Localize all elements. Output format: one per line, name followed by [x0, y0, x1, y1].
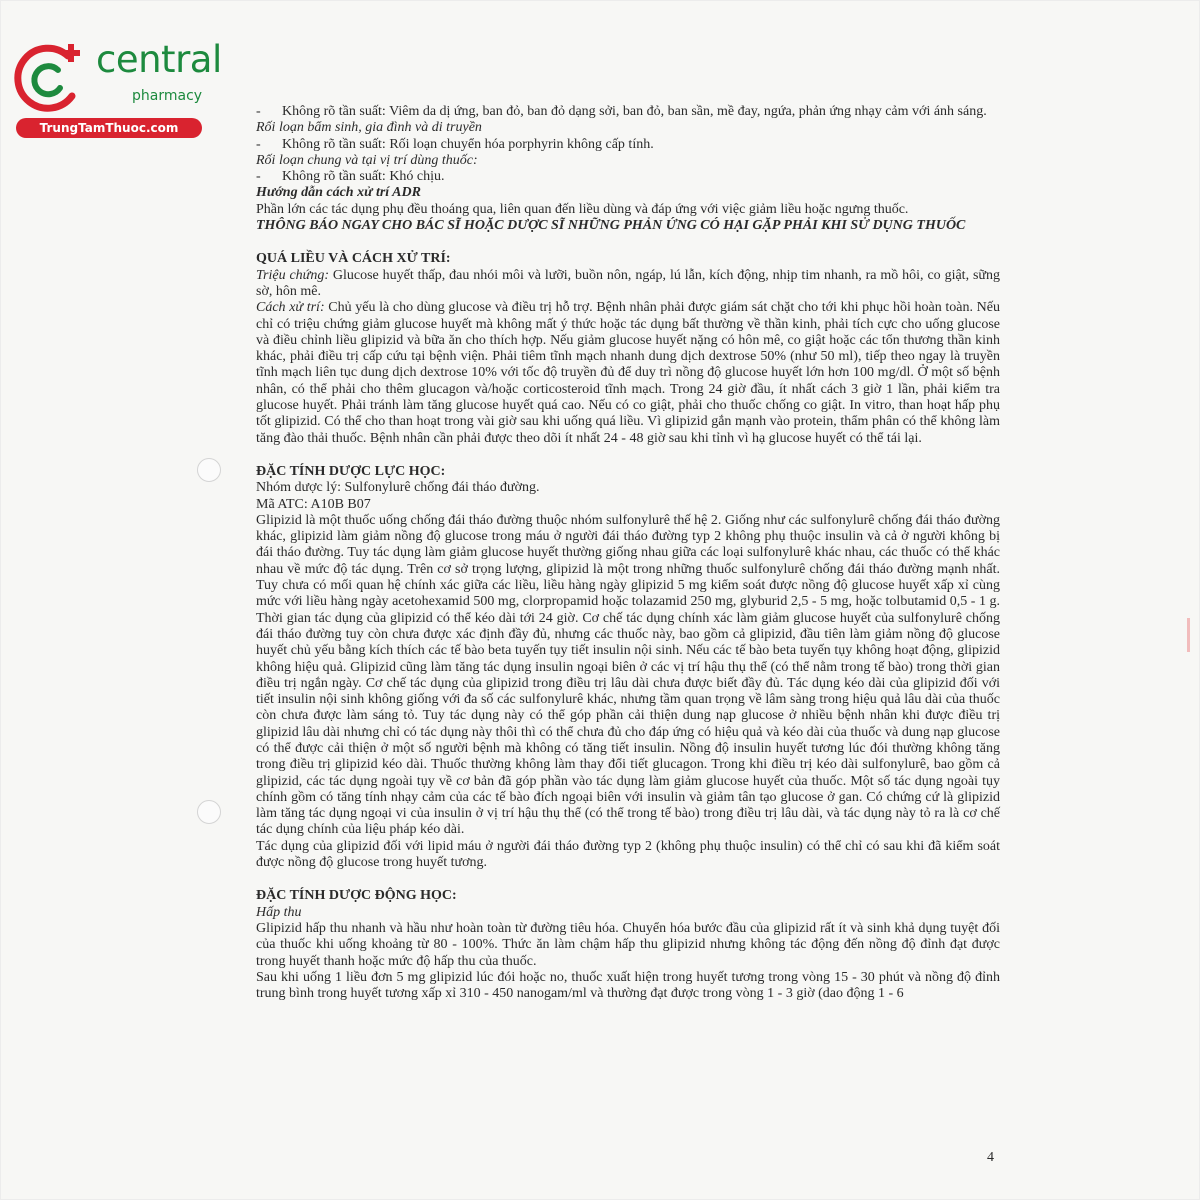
pharmacokinetics-heading: ĐẶC TÍNH DƯỢC ĐỘNG HỌC:: [256, 888, 457, 904]
brand-subtitle: pharmacy: [132, 88, 203, 104]
atc-code: Mã ATC: A10B B07: [256, 496, 371, 512]
adr-item-porphyria: - Không rõ tần suất: Rối loạn chuyển hóa porphyrin không cấp tính.: [256, 137, 1000, 153]
single-dose-paragraph: Sau khi uống 1 liều đơn 5 mg glipizid lúc đói hoặc no, thuốc xuất hiện trong huyết tương trong vòng 15 - 30 phút và nồng độ đỉnh trung bình trong huyết tương xấp xỉ 310 - 450 nanogam/ml và thường đạt được trong vòng 1 - 3 giờ (dao động 1 - 6: [256, 969, 1000, 1002]
overdose-heading: QUÁ LIỀU VÀ CÁCH XỬ TRÍ:: [256, 251, 451, 267]
central-pharmacy-logo[interactable]: [10, 38, 222, 138]
punch-hole: [197, 800, 221, 824]
report-warning-heading: THÔNG BÁO NGAY CHO BÁC SĨ HOẶC DƯỢC SĨ NHỮNG PHẢN ỨNG CÓ HẠI GẶP PHẢI KHI SỬ DỤNG THUỐC: [256, 218, 966, 234]
symptoms-label: Triệu chứng:: [256, 267, 329, 283]
absorption-paragraph: Glipizid hấp thu nhanh và hầu như hoàn toàn từ đường tiêu hóa. Chuyển hóa bước đầu của glipizid rất ít và sinh khả dụng tuyệt đối của thuốc khi uống khoảng từ 80 - 100%. Thức ăn làm chậm hấp thu glipizid nhưng không tác động đến nồng độ đỉnh đạt được trong huyết thanh hoặc mức độ hấp thu của thuốc.: [256, 920, 1000, 969]
overdose-treatment: [256, 300, 1000, 447]
punch-hole: [197, 458, 221, 482]
pharmacodynamics-heading: ĐẶC TÍNH DƯỢC LỰC HỌC:: [256, 463, 446, 479]
treatment-text: Chủ yếu là cho dùng glucose và điều trị hỗ trợ. Bệnh nhân phải được giám sát chặt cho tới khi phục hồi hoàn toàn. Nếu chỉ có triệu chứng giảm glucose huyết mà không mất ý thức hoặc tác dụng bất thường về thần kinh, phải tích cực cho uống glucose và điều chỉnh liều glipizid và bữa ăn cho thích hợp. Nếu giảm glucose huyết nặng có hôn mê, co giật hoặc các tổn thương thần kinh khác, phải điều trị cấp cứu tại bệnh viện. Phải tiêm tĩnh mạch nhanh dung dịch dextrose 50% (như 50 ml), tiếp theo ngay là truyền tĩnh mạch liên tục dung dịch dextrose 10% với tốc độ truyền đủ để duy trì nồng độ glucose huyết lớn hơn 100 mg/dl. Ở một số bệnh nhân, có thể phải cho thêm glucagon và/hoặc corticosteroid tĩnh mạch. Trong 24 giờ đầu, ít nhất cách 3 giờ 1 lần, phải kiểm tra glucose huyết. Phải tránh làm tăng glucose huyết quá cao. Nếu có co giật, phải cho thuốc chống co giật. In vitro, than hoạt hấp phụ tốt glipizid. Có thể cho than hoạt trong vài giờ sau khi uống quá liều. Vì glipizid gắn mạnh vào protein, thẩm phân có thể không làm tăng đào thải thuốc. Bệnh nhân cần phải được theo dõi ít nhất 24 - 48 giờ sau khi tỉnh vì hạ glucose huyết có thể tái lại.: [256, 300, 1000, 446]
absorption-subheading: Hấp thu: [256, 904, 302, 920]
brand-url-badge[interactable]: TrungTamThuoc.com: [16, 118, 202, 138]
adr-item-skin: - Không rõ tần suất: Viêm da dị ứng, ban đỏ, ban đỏ dạng sởi, ban đỏ, ban sần, mề đay, ngứa, phản ứng nhạy cảm với ánh sáng.: [256, 104, 1000, 120]
scan-mark: [1187, 618, 1190, 652]
pharmacodynamics-lipid-paragraph: Tác dụng của glipizid đối với lipid máu ở người đái tháo đường typ 2 (không phụ thuộc insulin) có thể chỉ có sau khi đã kiểm soát được nồng độ glucose trong huyết tương.: [256, 838, 1000, 871]
document-body: [256, 104, 1000, 1002]
page-number: 4: [987, 1150, 994, 1165]
pharmacologic-group: Nhóm dược lý: Sulfonylurê chống đái tháo đường.: [256, 480, 540, 496]
pharmacy-cross-logo-icon: [10, 38, 90, 118]
adr-guide-text: Phần lớn các tác dụng phụ đều thoáng qua, liên quan đến liều dùng và đáp ứng với việc giảm liều hoặc ngưng thuốc.: [256, 201, 909, 217]
overdose-symptoms: [256, 268, 1000, 301]
brand-name: central: [96, 38, 222, 81]
pharmacodynamics-paragraph: Glipizid là một thuốc uống chống đái tháo đường thuộc nhóm sulfonylurê thế hệ 2. Giống như các sulfonylurê chống đái tháo đường khác, glipizid làm giảm nồng độ glucose trong máu ở người đái tháo đường typ 2 không phụ thuộc insulin và cả ở người không bị đái tháo đường. Tuy tác dụng làm giảm glucose huyết thường giống nhau giữa các loại sulfonylurê khác nhau, các thuốc có thể khác nhau về mức độ tác dụng. Trên cơ sở trọng lượng, glipizid là một trong những thuốc sulfonylurê chống đái tháo đường mạnh nhất. Tuy chưa có mối quan hệ chính xác giữa các liều, liều hàng ngày glipizid 5 mg kiểm soát được nồng độ glucose huyết xấp xỉ cùng mức với liều hàng ngày acetohexamid 500 mg, clorpropamid hoặc tolazamid 250 mg, glyburid 2,5 - 5 mg, hoặc tolbutamid 0,5 - 1 g. Thời gian tác dụng của glipizid có thể kéo dài tới 24 giờ. Cơ chế tác dụng chính xác làm giảm glucose huyết của sulfonylurê chống đái tháo đường tuy còn chưa được xác định đầy đủ, nhưng các thuốc này, bao gồm cả glipizid, đầu tiên làm giảm nồng độ glucose huyết chủ yếu bằng kích thích các tế bào beta tuyến tụy tiết insulin nội sinh. Nếu các tế bào beta tuyến tụy không hoạt động, glipizid không hiệu quả. Glipizid cũng làm tăng tác dụng insulin ngoại biên ở các vị trí hậu thụ thể (có thể nằm trong tế bào) trong thời gian điều trị ngắn ngày. Cơ chế tác dụng của glipizid trong điều trị lâu dài chưa được biết đầy đủ. Tác dụng kéo dài của glipizid đối với tiết insulin nội sinh không giống với đa số các sulfonylurê khác, nhưng tầm quan trọng về lâm sàng trong hiệu quả lâu dài của thuốc còn chưa được làm sáng tỏ. Tuy tác dụng này có thể góp phần cải thiện dung nạp glucose ở nhiều bệnh nhân khi được điều trị glipizid lâu dài nhưng chỉ có tác dụng này thôi thì có thể chưa đủ cho đáp ứng có hiệu quả và kéo dài của thuốc và dung nạp glucose có thể được cải thiện ở một số người bệnh mà không có tăng tiết insulin. Nồng độ insulin huyết tương lúc đói thường không tăng trong điều trị glipizid kéo dài. Thuốc thường không làm thay đổi tiết glucagon. Trong khi điều trị kéo dài sulfonylurê, bao gồm cả glipizid, các tác dụng ngoài tụy về cơ bản đã góp phần vào tác dụng làm giảm glucose huyết của thuốc. Một số tác dụng ngoài tụy chính gồm có tăng tính nhạy cảm của các tế bào đích ngoại biên với insulin và giảm tân tạo glucose ở gan. Có chứng cứ là glipizid làm tăng tác dụng ngoại vi của insulin ở vị trí hậu thụ thể (có thể trong tế bào) trong điều trị lâu dài, và tác dụng này tỏ ra là cơ chế tác dụng chính của liệu pháp kéo dài.: [256, 512, 1000, 838]
symptoms-text: Glucose huyết thấp, đau nhói môi và lưỡi, buồn nôn, ngáp, lú lẫn, kích động, nhịp tim nhanh, ra mồ hôi, co giật, sững sờ, hôn mê.: [256, 267, 1001, 299]
adr-category-congenital: Rối loạn bẩm sinh, gia đình và di truyền: [256, 120, 482, 136]
adr-item-malaise: - Không rõ tần suất: Khó chịu.: [256, 169, 1000, 185]
treatment-label: Cách xử trí:: [256, 300, 325, 316]
adr-category-general: Rối loạn chung và tại vị trí dùng thuốc:: [256, 152, 478, 168]
adr-guide-title: Hướng dẫn cách xử trí ADR: [256, 185, 421, 201]
